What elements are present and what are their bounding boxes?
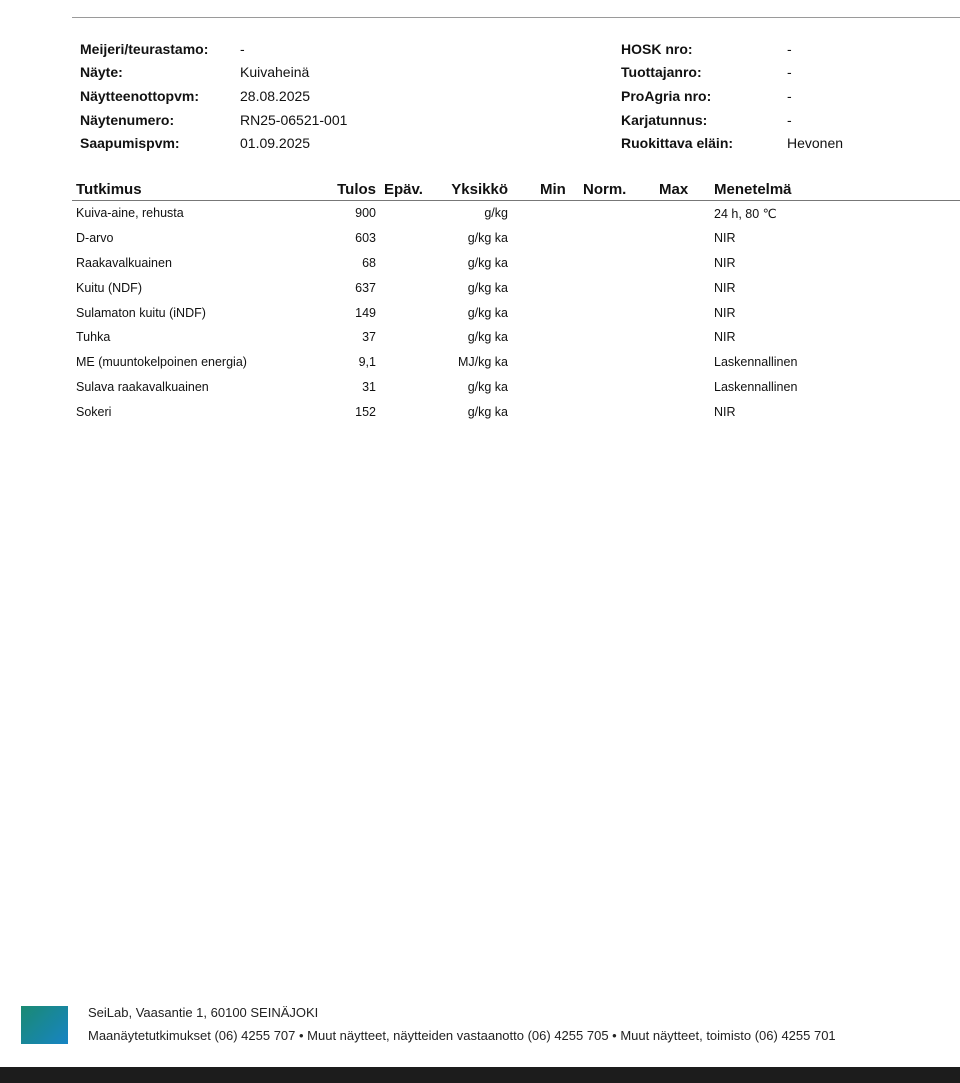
info-label: Näytteenottopvm:: [80, 87, 200, 104]
info-row-saapumispvm: [80, 131, 347, 155]
info-label: ProAgria nro:: [621, 87, 712, 104]
footer-contacts: Maanäytetutkimukset (06) 4255 707 • Muut näytteet, näytteiden vastaanotto (06) 4255 705 • Muut näytteet, toimisto (06) 4255 701: [88, 1028, 836, 1043]
info-value: Hevonen: [787, 135, 844, 152]
seilab-logo: [21, 1006, 68, 1044]
info-label: Näytenumero:: [80, 111, 175, 128]
cell-tutkimus: Kuitu (NDF): [76, 280, 142, 295]
cell-menetelma: NIR: [714, 330, 736, 345]
cell-tutkimus: Tuhka: [76, 330, 111, 345]
cell-yksikko: g/kg ka: [467, 330, 508, 345]
cell-tulos: 900: [355, 206, 376, 220]
cell-menetelma: 24 h, 80 ℃: [714, 207, 777, 221]
cell-tulos: 68: [362, 255, 376, 270]
cell-tulos: 603: [355, 230, 376, 245]
cell-tulos: 9,1: [358, 355, 376, 370]
info-row-karjatunnus: [621, 108, 843, 132]
header-tulos: Tulos: [337, 181, 376, 198]
cell-menetelma: NIR: [714, 255, 736, 270]
info-label: Näyte:: [80, 64, 123, 81]
cell-tutkimus: D-arvo: [76, 230, 114, 245]
cell-yksikko: g/kg ka: [467, 280, 508, 295]
header-epav: Epäv.: [384, 181, 423, 198]
cell-menetelma: Laskennallinen: [714, 380, 798, 395]
results-table-header: [0, 181, 960, 201]
footer-address: [88, 1005, 318, 1020]
cell-yksikko: g/kg ka: [467, 255, 508, 270]
cell-tutkimus: Raakavalkuainen: [76, 255, 172, 270]
cell-tulos: 149: [355, 305, 376, 320]
header-norm: Norm.: [583, 181, 627, 198]
sample-info-left: [80, 37, 347, 155]
cell-yksikko: g/kg: [484, 206, 508, 220]
cell-yksikko: g/kg ka: [467, 230, 508, 245]
info-row-naytenumero: [80, 108, 347, 132]
table-row: [0, 352, 960, 377]
info-label: Ruokittava eläin:: [621, 135, 734, 152]
cell-menetelma: NIR: [714, 280, 736, 295]
cell-tutkimus: ME (muuntokelpoinen energia): [76, 355, 247, 370]
info-row-proagria: [621, 84, 843, 108]
info-label: HOSK nro:: [621, 40, 693, 57]
info-value: -: [787, 64, 792, 81]
header-menetelma: Menetelmä: [714, 181, 792, 198]
info-value: 28.08.2025: [240, 87, 311, 104]
cell-tulos: 152: [355, 405, 376, 420]
cell-yksikko: g/kg ka: [467, 305, 508, 320]
results-table-body: [0, 203, 960, 427]
table-row: [0, 203, 960, 228]
cell-tutkimus: Sulava raakavalkuainen: [76, 380, 209, 395]
info-label: Saapumispvm:: [80, 135, 180, 152]
bottom-bar: [0, 1067, 960, 1083]
info-row-tuottajanro: [621, 61, 843, 85]
cell-yksikko: g/kg ka: [467, 380, 508, 395]
info-label: Meijeri/teurastamo:: [80, 40, 209, 57]
cell-tutkimus: Kuiva-aine, rehusta: [76, 206, 184, 220]
header-yksikko: Yksikkö: [451, 181, 508, 198]
cell-yksikko: MJ/kg ka: [457, 355, 508, 370]
cell-menetelma: NIR: [714, 230, 736, 245]
top-divider: [72, 17, 960, 18]
info-row-meijeri: [80, 37, 347, 61]
info-value: -: [787, 111, 792, 128]
cell-tulos: 637: [355, 280, 376, 295]
info-value: -: [787, 40, 792, 57]
info-row-naytteenottopvm: [80, 84, 347, 108]
info-label: Tuottajanro:: [621, 64, 702, 81]
cell-menetelma: NIR: [714, 305, 736, 320]
cell-menetelma: Laskennallinen: [714, 355, 798, 370]
table-header-divider: [72, 200, 960, 201]
info-value: -: [240, 40, 245, 57]
cell-tutkimus: Sokeri: [76, 405, 112, 420]
cell-tulos: 37: [362, 330, 376, 345]
cell-tutkimus: Sulamaton kuitu (iNDF): [76, 305, 206, 320]
table-row: [0, 402, 960, 427]
table-row: [0, 278, 960, 303]
info-value: RN25-06521-001: [240, 111, 348, 128]
header-max: Max: [659, 181, 689, 198]
table-row: [0, 228, 960, 253]
cell-tulos: 31: [362, 380, 376, 395]
sample-info-right: [621, 37, 843, 155]
header-tutkimus: Tutkimus: [76, 181, 142, 198]
cell-yksikko: g/kg ka: [467, 405, 508, 420]
info-value: -: [787, 87, 792, 104]
cell-menetelma: NIR: [714, 405, 736, 420]
lab-address: , Vaasantie 1, 60100 SEINÄJOKI: [128, 1005, 319, 1020]
table-row: [0, 377, 960, 402]
info-row-hosk: [621, 37, 843, 61]
info-row-nayte: [80, 61, 347, 85]
table-row: [0, 303, 960, 328]
info-label: Karjatunnus:: [621, 111, 708, 128]
lab-name: SeiLab: [88, 1005, 129, 1020]
info-row-ruokittava: [621, 131, 843, 155]
table-row: [0, 253, 960, 278]
header-min: Min: [540, 181, 566, 198]
info-value: Kuivaheinä: [240, 64, 310, 81]
info-value: 01.09.2025: [240, 135, 311, 152]
table-row: [0, 327, 960, 352]
